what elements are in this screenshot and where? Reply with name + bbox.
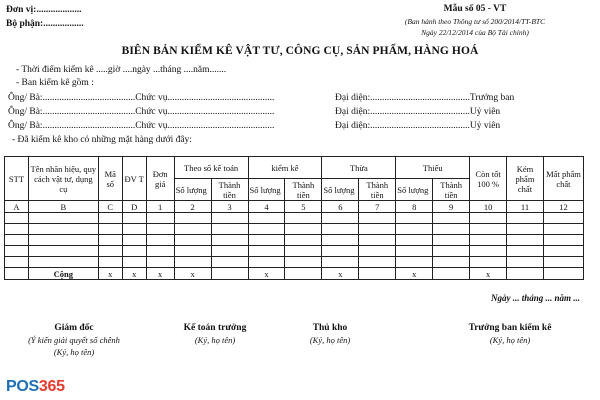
unit-header (6, 3, 84, 31)
code-cell: C (98, 201, 122, 213)
code-cell: 3 (211, 201, 248, 213)
signature-role: Kế toán trưởng (183, 323, 247, 333)
form-note-1: (Ban hành theo Thông tư số 200/2014/TT-BTC (404, 17, 546, 26)
code-cell: 8 (396, 201, 433, 213)
member-3-right: Đại diện:..........................................Uỷ viên (335, 121, 501, 131)
header-stt: STT (5, 157, 29, 201)
signature-note: (Ký, họ tên) (53, 347, 95, 357)
signature-role: Thủ kho (312, 323, 348, 333)
header-count: kiểm kê (248, 157, 322, 179)
code-cell: 7 (359, 201, 396, 213)
header-count-amount: Thành tiền (285, 179, 322, 201)
member-3-left: Ông/ Bà:.......................................Chức vụ............................................. (8, 121, 275, 131)
code-cell: 9 (433, 201, 470, 213)
header-surplus-amount: Thành tiền (359, 179, 396, 201)
header-good: Còn tốt 100 % (470, 157, 507, 201)
signature-role: Trưởng ban kiểm kê (468, 323, 552, 333)
header-unit: ĐV T (122, 157, 146, 201)
signature-note: (Ý kiến giải quyết số chênh (28, 335, 120, 345)
signature-storekeeper (285, 322, 375, 346)
total-cell (211, 268, 248, 280)
signature-committee-head (440, 322, 580, 346)
total-cell (543, 268, 583, 280)
header-book-qty: Số lượng (174, 179, 211, 201)
total-cell: x (122, 268, 146, 280)
signature-note: (Ký, họ tên) (309, 335, 351, 345)
header-lost: Mất phẩm chất (543, 157, 583, 201)
header-book-amount: Thành tiền (211, 179, 248, 201)
code-cell: D (122, 201, 146, 213)
header-shortage-amount: Thành tiền (433, 179, 470, 201)
signature-director (14, 322, 134, 358)
total-cell: x (146, 268, 174, 280)
logo-text: POS (6, 378, 39, 395)
table-blank-row (5, 224, 584, 235)
header-shortage: Thiếu (396, 157, 470, 179)
committee-line: - Ban kiểm kê gồm : (16, 78, 94, 88)
header-surplus-qty: Số lượng (322, 179, 359, 201)
department-line: Bộ phận:................. (6, 19, 84, 29)
total-cell: x (98, 268, 122, 280)
header-shortage-qty: Số lượng (396, 179, 433, 201)
signature-role: Giám đốc (54, 323, 94, 333)
total-cell (433, 268, 470, 280)
member-1-right: Đại diện:..........................................Trưởng ban (335, 93, 515, 103)
code-cell: A (5, 201, 29, 213)
header-code: Mã số (98, 157, 122, 201)
header-price: Đơn giá (146, 157, 174, 201)
table-blank-row (5, 246, 584, 257)
table-code-row (5, 201, 584, 213)
table-header-row-1 (5, 157, 584, 179)
table-total-row (5, 268, 584, 280)
code-cell: 10 (470, 201, 507, 213)
member-2-left: Ông/ Bà:.......................................Chức vụ............................................. (8, 107, 275, 117)
code-cell: 6 (322, 201, 359, 213)
signature-chief-accountant (150, 322, 280, 346)
signature-note: (Ký, họ tên) (489, 335, 531, 345)
code-cell: 12 (543, 201, 583, 213)
total-label: Cộng (28, 268, 98, 280)
form-reference (370, 3, 580, 38)
code-cell: 1 (146, 201, 174, 213)
header-poor: Kém phẩm chất (507, 157, 544, 201)
total-cell: x (174, 268, 211, 280)
code-cell: 2 (174, 201, 211, 213)
total-cell (507, 268, 544, 280)
code-cell: 4 (248, 201, 285, 213)
form-note-2: Ngày 22/12/2014 của Bộ Tài chính) (421, 28, 529, 37)
signature-note: (Ký, họ tên) (194, 335, 236, 345)
total-cell: x (470, 268, 507, 280)
total-cell: x (396, 268, 433, 280)
inventory-table (4, 156, 584, 280)
total-cell (359, 268, 396, 280)
table-blank-row (5, 235, 584, 246)
checked-line: - Đã kiểm kê kho có những mặt hàng dưới đây: (12, 135, 192, 145)
total-cell: x (322, 268, 359, 280)
header-book: Theo sổ kế toán (174, 157, 248, 179)
table-blank-row (5, 257, 584, 268)
code-cell: 11 (507, 201, 544, 213)
code-cell: B (28, 201, 98, 213)
total-cell (285, 268, 322, 280)
document-title: BIÊN BẢN KIỂM KÊ VẬT TƯ, CÔNG CỤ, SẢN PHẨM, HÀNG HOÁ (121, 45, 479, 57)
pos365-logo (6, 378, 65, 396)
table-blank-row (5, 213, 584, 224)
code-cell: 5 (285, 201, 322, 213)
signing-date: Ngày ... tháng ... năm ... (490, 293, 580, 303)
time-line: - Thời điểm kiểm kê .....giờ ....ngày ...tháng ....năm....... (16, 65, 227, 75)
unit-line: Đơn vị:................... (6, 5, 82, 15)
header-surplus: Thừa (322, 157, 396, 179)
member-1-left: Ông/ Bà:.......................................Chức vụ............................................. (8, 93, 275, 103)
header-count-qty: Số lượng (248, 179, 285, 201)
header-item-name: Tên nhãn hiệu, quy cách vật tư, dụng cụ (28, 157, 98, 201)
form-number: Mẫu số 05 - VT (443, 4, 507, 14)
logo-number: 365 (38, 378, 65, 395)
member-2-right: Đại diện:..........................................Uỷ viên (335, 107, 501, 117)
total-cell: x (248, 268, 285, 280)
